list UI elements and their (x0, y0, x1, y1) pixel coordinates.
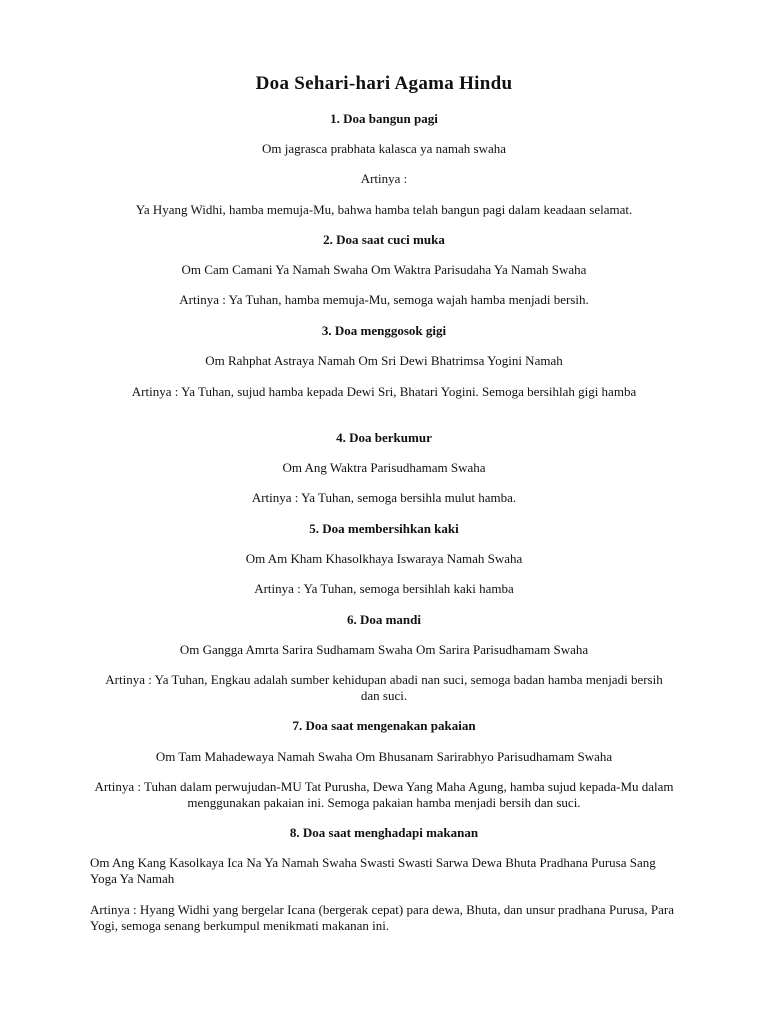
section-1 (0, 111, 768, 127)
section-3-meaning (0, 384, 768, 400)
section-5 (0, 521, 768, 537)
section-6 (0, 612, 768, 628)
mantra-text: Om jagrasca prabhata kalasca ya namah swaha (262, 141, 506, 156)
meaning-text: Artinya : Ya Tuhan, sujud hamba kepada Dewi Sri, Bhatari Yogini. Semoga bersihlah gigi hamba (131, 384, 637, 399)
section-7-meaning (0, 779, 768, 811)
section-heading: 3. Doa menggosok gigi (321, 323, 447, 338)
section-heading: 1. Doa bangun pagi (330, 111, 438, 126)
section-1-artinya (0, 171, 768, 187)
mantra-text: Om Rahphat Astraya Namah Om Sri Dewi Bhatrimsa Yogini Namah (205, 353, 563, 368)
meaning-text: Artinya : Ya Tuhan, hamba memuja-Mu, semoga wajah hamba menjadi bersih. (179, 292, 589, 307)
meaning-text: Ya Hyang Widhi, hamba memuja-Mu, bahwa hamba telah bangun pagi dalam keadaan selamat. (135, 202, 633, 217)
section-3-mantra (0, 353, 768, 369)
section-6-meaning (0, 672, 768, 704)
section-1-mantra (0, 141, 768, 157)
meaning-text: Artinya : Ya Tuhan, semoga bersihla mulut hamba. (251, 490, 517, 505)
document-title: Doa Sehari-hari Agama Hindu (255, 73, 513, 94)
mantra-text: Om Am Kham Khasolkhaya Iswaraya Namah Swaha (245, 551, 523, 566)
section-4-mantra (0, 460, 768, 476)
section-7 (0, 718, 768, 734)
mantra-text: Om Ang Kang Kasolkaya Ica Na Ya Namah Swaha Swasti Swasti Sarwa Dewa Bhuta Pradhana Purusa Sang Yoga Ya Namah (90, 855, 656, 886)
meaning-text: Artinya : Hyang Widhi yang bergelar Icana (bergerak cepat) para dewa, Bhuta, dan unsur pradhana Purusa, Para Yogi, semoga senang berkumpul menikmati makanan ini. (90, 902, 674, 933)
meaning-text: Artinya : Ya Tuhan, Engkau adalah sumber kehidupan abadi nan suci, semoga badan hamba menjadi bersih dan suci. (105, 672, 663, 703)
section-8-mantra (0, 855, 768, 887)
section-5-meaning (0, 581, 768, 597)
section-2-meaning (0, 292, 768, 308)
section-1-meaning (0, 202, 768, 218)
section-3 (0, 323, 768, 339)
section-8-meaning (0, 902, 768, 934)
section-heading: 5. Doa membersihkan kaki (309, 521, 459, 536)
section-2-mantra (0, 262, 768, 278)
section-6-mantra (0, 642, 768, 658)
section-heading: 4. Doa berkumur (336, 430, 432, 445)
section-2 (0, 232, 768, 248)
section-4 (0, 430, 768, 446)
meaning-text: Artinya : Tuhan dalam perwujudan-MU Tat Purusha, Dewa Yang Maha Agung, hamba sujud kepada-Mu dalam menggunakan pakaian ini. Semoga pakaian hamba menjadi bersih dan suci. (94, 779, 674, 810)
mantra-text: Om Ang Waktra Parisudhamam Swaha (282, 460, 486, 475)
section-7-mantra (0, 749, 768, 765)
section-heading: 2. Doa saat cuci muka (323, 232, 445, 247)
section-heading: 7. Doa saat mengenakan pakaian (292, 718, 476, 733)
mantra-text: Om Cam Camani Ya Namah Swaha Om Waktra Parisudaha Ya Namah Swaha (181, 262, 587, 277)
section-5-mantra (0, 551, 768, 567)
section-8 (0, 825, 768, 841)
mantra-text: Om Gangga Amrta Sarira Sudhamam Swaha Om Sarira Parisudhamam Swaha (179, 642, 589, 657)
section-heading: 8. Doa saat menghadapi makanan (289, 825, 479, 840)
artinya-label: Artinya : (360, 171, 408, 186)
section-heading: 6. Doa mandi (346, 612, 422, 627)
mantra-text: Om Tam Mahadewaya Namah Swaha Om Bhusanam Sarirabhyo Parisudhamam Swaha (155, 749, 613, 764)
meaning-text: Artinya : Ya Tuhan, semoga bersihlah kaki hamba (254, 581, 514, 596)
section-4-meaning (0, 490, 768, 506)
